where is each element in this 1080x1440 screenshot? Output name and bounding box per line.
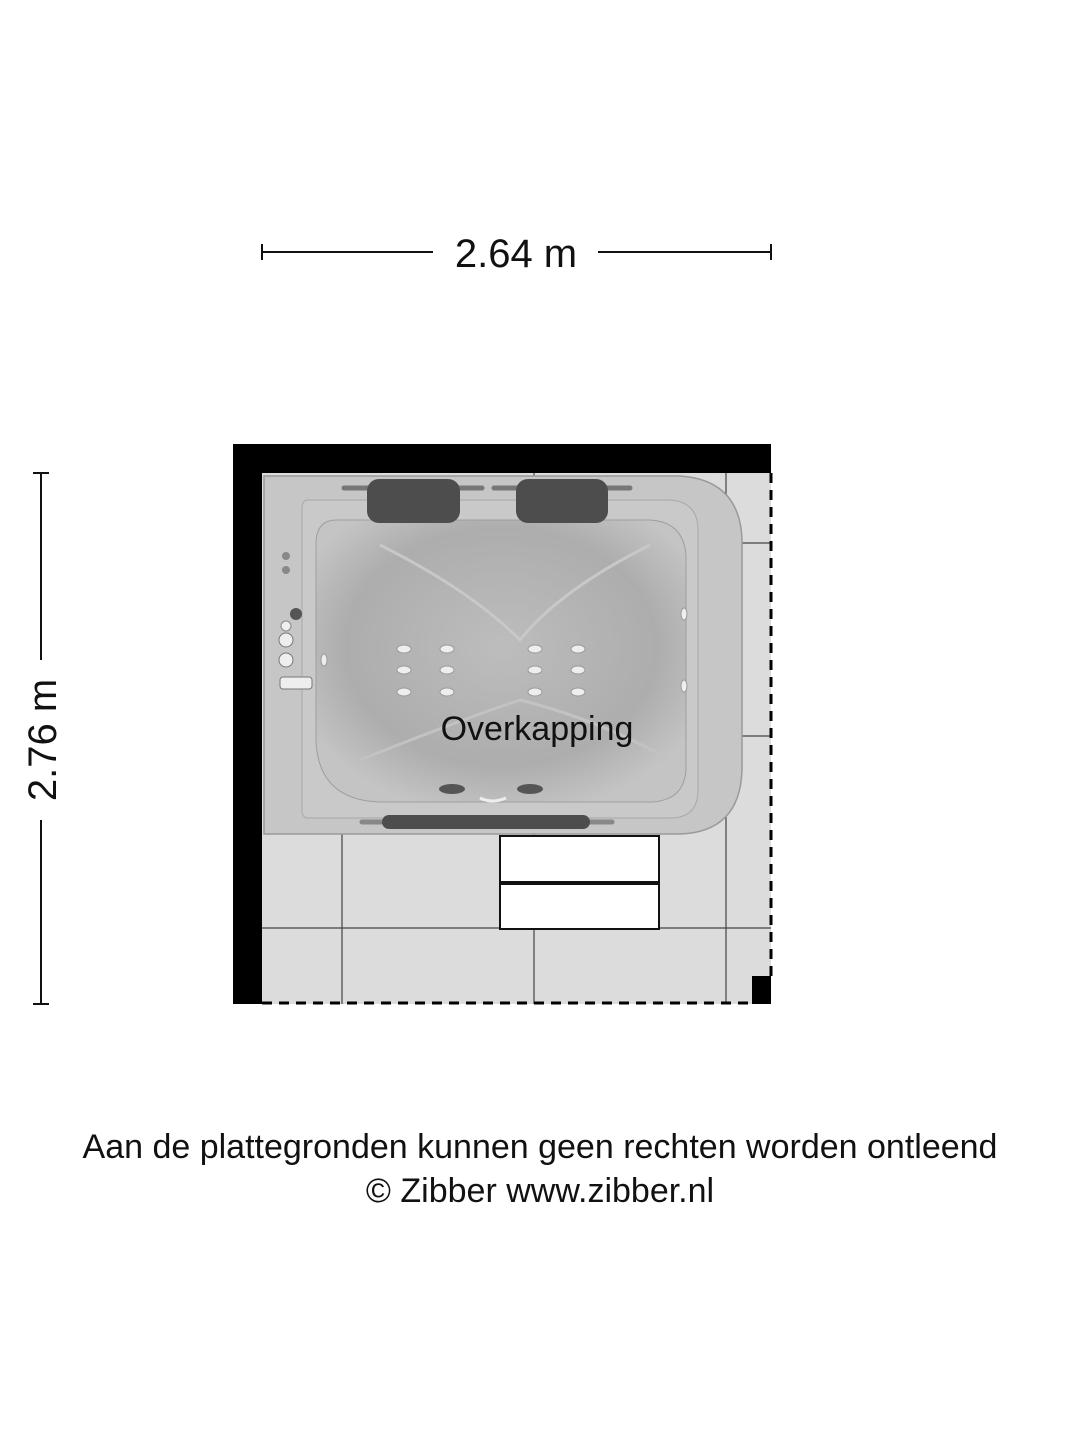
copyright-text: © Zibber www.zibber.nl: [365, 1172, 715, 1210]
height-label: 2.76 m: [21, 678, 65, 802]
width-label: 2.64 m: [454, 232, 578, 276]
bathtub: [264, 476, 742, 834]
step-box: [500, 836, 659, 929]
grab-bar: [362, 815, 612, 829]
room-label: Overkapping: [440, 710, 634, 748]
width-dimension: [262, 232, 771, 276]
disclaimer-text: Aan de plattegronden kunnen geen rechten worden ontleend: [82, 1128, 998, 1166]
height-dimension: [21, 473, 65, 1004]
